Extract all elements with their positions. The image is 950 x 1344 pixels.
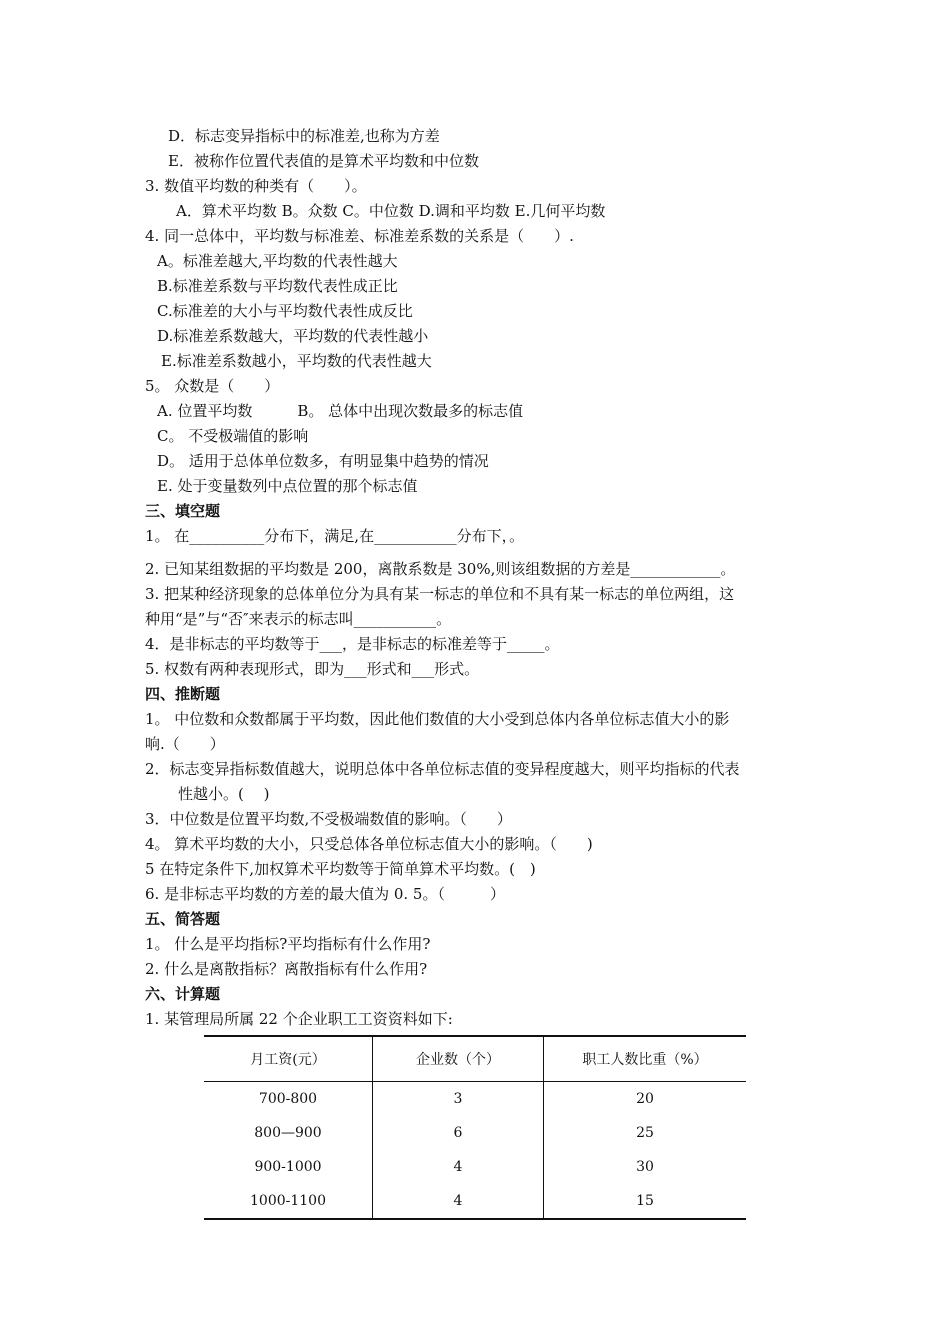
text-line: 4. 同一总体中，平均数与标准差、标准差系数的关系是（ ）. [145,227,574,245]
column-header-worker-share: 职工人数比重（%） [544,1036,747,1082]
section-heading: 六、计算题 [145,985,221,1003]
text-line: 3．中位数是位置平均数,不受极端数值的影响。（ ） [145,810,512,828]
table-cell: 20 [636,1091,654,1107]
table-cell: 4 [373,1150,544,1184]
text-line: 种用“是”与“否″来表示的标志叫___________。 [145,610,452,628]
text-line: 3. 数值平均数的种类有（ ）。 [145,177,367,195]
text-line: 4。 算术平均数的大小，只受总体各单位标志值大小的影响。（ ) [145,835,593,853]
table-header-row [204,1036,746,1082]
section-heading: 四、推断题 [145,685,221,703]
text-line: D。 适用于总体单位数多，有明显集中趋势的情况 [157,452,489,470]
text-line: 性越小。( ) [178,785,270,803]
table-cell: 700-800 [204,1082,373,1117]
text-line: 5 在特定条件下,加权算术平均数等于简单算术平均数。( ) [145,860,536,878]
text-line: 1. 某管理局所属 22 个企业职工工资资料如下: [145,1010,453,1028]
text-line: C.标准差的大小与平均数代表性成反比 [157,302,413,320]
text-line: 2. 已知某组数据的平均数是 200，离散系数是 30%,则该组数据的方差是____________。 [145,560,736,578]
table-cell: 900-1000 [204,1150,373,1184]
table-cell: 800—900 [204,1116,373,1150]
table-row [204,1116,746,1150]
table-row [204,1082,746,1117]
column-header-enterprise-count: 企业数（个） [373,1036,544,1082]
table-cell: 1000-1100 [204,1184,373,1219]
text-line: 响.（ ） [145,735,225,753]
table-cell: 30 [636,1159,654,1175]
text-line: E. 处于变量数列中点位置的那个标志值 [157,477,418,495]
wage-table [204,1035,746,1220]
text-line: B.标准差系数与平均数代表性成正比 [157,277,398,295]
table-row [204,1184,746,1219]
text-line: 3. 把某种经济现象的总体单位分为具有某一标志的单位和不具有某一标志的单位两组，这 [145,585,735,603]
text-line: 1。 在__________分布下，满足,在___________分布下，。 [145,527,525,545]
table-cell: 3 [373,1082,544,1117]
text-line: 5。 众数是（ ） [145,377,280,395]
text-line: E．被称作位置代表值的是算术平均数和中位数 [168,152,479,170]
table-row [204,1150,746,1184]
section-heading: 五、简答题 [145,910,221,928]
text-line: A. 位置平均数 B。 总体中出现次数最多的标志值 [157,402,524,420]
table-cell: 15 [544,1184,747,1219]
text-line: 5. 权数有两种表现形式，即为___形式和___形式。 [145,660,480,678]
text-line: A．算术平均数 B。众数 C。中位数 D.调和平均数 E.几何平均数 [176,202,606,220]
section-heading: 三、填空题 [145,502,221,520]
table-cell: 6 [373,1116,544,1150]
text-line: 2．标志变异指标数值越大，说明总体中各单位标志值的变异程度越大，则平均指标的代表 [145,760,740,778]
text-line: C。 不受极端值的影响 [157,427,309,445]
text-line: D．标志变异指标中的标准差,也称为方差 [168,127,440,145]
text-line: 4．是非标志的平均数等于___，是非标志的标准差等于_____。 [145,635,560,653]
table-cell: 25 [636,1125,654,1141]
text-line: 2. 什么是离散指标？离散指标有什么作用? [145,960,428,978]
table-cell: 4 [373,1184,544,1219]
text-line: 6. 是非标志平均数的方差的最大值为 0. 5。（ ） [145,885,505,903]
text-line: D.标准差系数越大，平均数的代表性越小 [157,327,429,345]
text-line: 1。 中位数和众数都属于平均数，因此他们数值的大小受到总体内各单位标志值大小的影 [145,710,730,728]
text-line: 1。 什么是平均指标?平均指标有什么作用? [145,935,431,953]
text-line: E.标准差系数越小，平均数的代表性越大 [161,352,432,370]
column-header-monthly-wage: 月工资(元） [204,1036,373,1082]
text-line: A。标准差越大,平均数的代表性越大 [157,252,398,270]
